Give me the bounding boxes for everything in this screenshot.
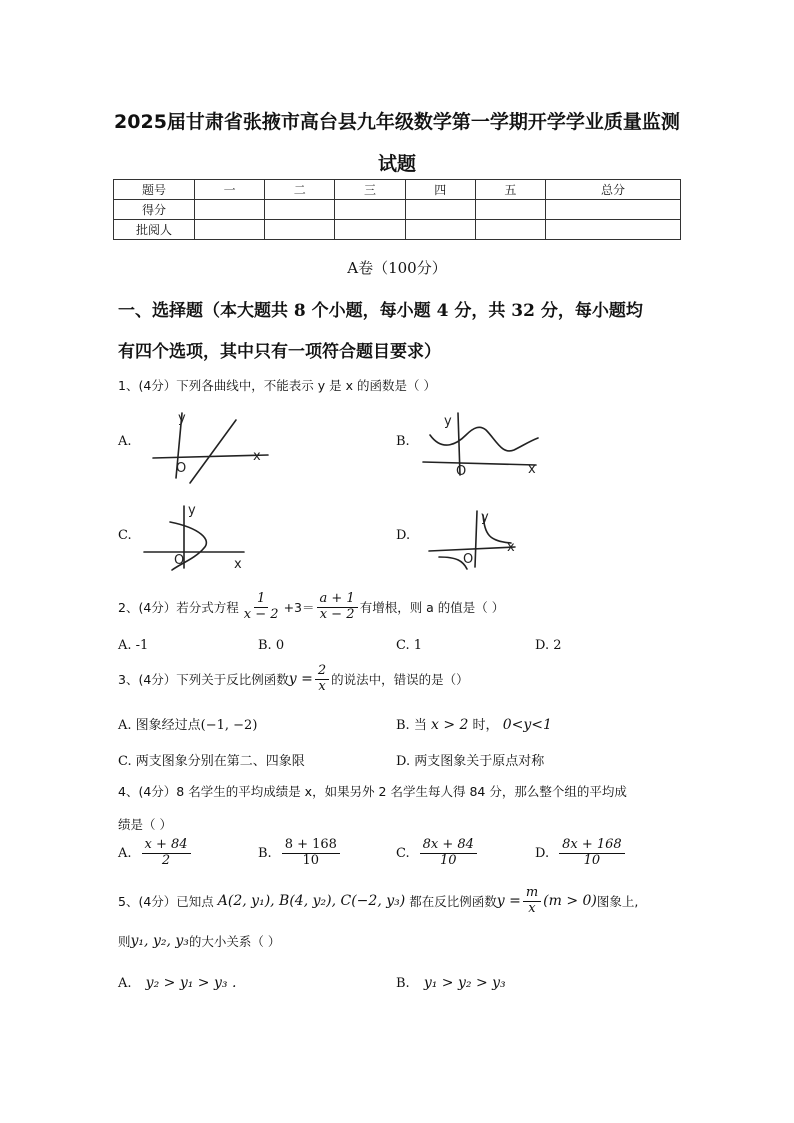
fraction-denominator: x − 2 [319,606,355,622]
q5-option-a [118,975,236,991]
q4-option-a [118,838,193,869]
x-axis-label: x [253,449,261,464]
fraction-numerator: x + 84 [142,838,191,854]
q1-option-c-label: C. [118,528,132,543]
x-axis-label: x [507,540,515,555]
q3-option-b-range: 0<y<1 [502,717,552,733]
q3-option-c: C. 两支图象分别在第二、四象限 [118,754,305,769]
score-table-header-row [114,180,681,200]
q1-option-a-label: A. [118,434,132,449]
q1-graph-b [418,405,548,477]
x-axis-label: x [528,462,536,477]
question-4-stem-line2: 绩是（ ） [118,817,172,832]
table-header-cell: 三 [335,180,405,200]
fraction-numerator: 1 [254,592,268,608]
origin-label: O [463,552,474,567]
q2-suffix: 有增根，则 a 的值是（ ） [359,600,505,616]
origin-label: O [174,553,185,568]
q5-fraction [523,886,541,917]
y-axis-line [475,511,477,567]
q4-option-b-label: B. [258,845,272,861]
fraction-numerator: a + 1 [317,592,358,608]
question-5-stem [118,886,638,917]
fraction-numerator: 8x + 84 [420,838,477,854]
question-3-stem [118,664,469,695]
table-cell [265,200,335,220]
fraction-denominator: x − 2 [243,606,279,622]
table-cell [335,220,405,240]
table-cell [405,220,475,240]
table-cell [335,200,405,220]
q5-option-a-label: A. [118,976,132,991]
q5-option-b-label: B. [396,976,410,991]
q5-condition: (m > 0) [543,893,597,910]
fraction-numerator: 8x + 168 [559,838,625,854]
q5-option-b [396,975,506,991]
q1-graph-c [140,500,250,572]
q2-option-a: A. -1 [118,638,149,653]
graph-line [190,420,236,483]
fraction-numerator: m [523,886,541,902]
q4-option-d [535,838,627,869]
q4-option-c-fraction [420,838,477,869]
score-table-row [114,200,681,220]
table-header-cell: 总分 [546,180,681,200]
table-header-cell: 二 [265,180,335,200]
q2-prefix: 2、(4分）若分式方程 [118,600,239,616]
q3-option-b [396,714,552,733]
q4-option-c [396,838,479,869]
q1-graph-a [148,408,278,486]
q5-suffix: 图象上, [596,894,639,910]
question-1-stem: 1、(4分）下列各曲线中，不能表示 y 是 x 的函数是（ ） [118,378,436,393]
q4-option-c-label: C. [396,845,410,861]
y-axis-label: y [178,411,186,426]
table-cell [475,220,545,240]
table-row-label: 得分 [114,200,195,220]
question-2-stem [118,592,504,623]
table-cell [546,200,681,220]
q5-option-a-text: y₂ > y₁ > y₃ . [145,975,237,991]
question-4-stem: 4、(4分）8 名学生的平均成绩是 x，如果另外 2 名学生每人得 84 分，那么整个组的平均成 [118,784,627,799]
q3-function-lhs: y = [288,671,313,688]
q2-option-d: D. 2 [535,638,562,653]
q2-plus: +3＝ [283,600,315,616]
fraction-numerator: 8 + 168 [282,838,340,854]
fraction-denominator: 10 [583,852,601,868]
table-row-label: 批阅人 [114,220,195,240]
table-cell [265,220,335,240]
x-axis-line [423,462,536,465]
q5-points: A(2, y₁), B(4, y₂), C(−2, y₃) [217,893,406,910]
q2-option-b: B. 0 [258,638,285,653]
q1-option-b-label: B. [396,434,410,449]
q5-prefix: 5、(4分）已知点 [118,894,214,910]
table-cell [405,200,475,220]
fraction-denominator: x [528,900,536,916]
document-title: 2025届甘肃省张掖市高台县九年级数学第一学期开学学业质量监测 [114,111,680,133]
table-cell [475,200,545,220]
q4-option-d-fraction [559,838,625,869]
question-5-stem-line2 [118,932,280,950]
q3-option-d: D. 两支图象关于原点对称 [396,754,545,769]
fraction-denominator: 2 [161,852,171,868]
origin-label: O [456,464,467,477]
q1-option-d-label: D. [396,528,411,543]
q3-option-b-math: x > 2 [430,717,469,733]
fraction-denominator: 10 [440,852,457,868]
q5-option-b-text: y₁ > y₂ > y₃ [423,975,506,991]
x-axis-line [429,547,515,551]
fraction-denominator: 10 [302,852,320,868]
origin-label: O [176,461,187,476]
graph-curve [430,427,538,451]
fraction-numerator: 2 [315,664,329,680]
y-axis-label: y [481,510,489,525]
score-table [113,179,681,240]
q5-line2-vars: y₁, y₂, y₃ [130,933,189,949]
table-header-cell: 题号 [114,180,195,200]
q5-function-lhs: y = [496,893,521,910]
q4-option-b [258,838,342,869]
q4-option-a-fraction [142,838,191,869]
q2-fraction-1 [241,592,282,623]
x-axis-label: x [234,557,242,572]
score-table-row [114,220,681,240]
q1-graph-d [425,505,525,573]
q2-fraction-2 [317,592,358,623]
y-axis-label: y [188,503,196,518]
q3-suffix: 的说法中，错误的是（） [331,672,469,688]
q5-line2-suffix: 的大小关系（ ） [188,934,281,949]
q3-option-a: A. 图象经过点(−1, −2) [118,718,258,733]
q5-line2-prefix: 则 [118,934,131,949]
fraction-denominator: x [318,678,326,694]
q4-option-b-fraction [282,838,340,869]
document-title-line2: 试题 [377,153,416,175]
section-heading: 一、选择题（本大题共 8 个小题，每小题 4 分，共 32 分，每小题均 [118,301,643,321]
table-cell [195,220,265,240]
q3-option-b-mid: 时， [472,718,499,733]
q2-option-c: C. 1 [396,638,423,653]
q3-fraction [315,664,329,695]
table-cell [546,220,681,240]
table-header-cell: 一 [195,180,265,200]
q3-option-b-prefix: B. 当 [396,718,427,733]
q3-prefix: 3、(4分）下列关于反比例函数 [118,672,289,688]
q4-option-a-label: A. [118,845,132,861]
section-heading-line2: 有四个选项，其中只有一项符合题目要求） [118,342,441,362]
q4-option-d-label: D. [535,845,550,861]
y-axis-label: y [444,414,452,429]
volume-label: A卷（100分） [347,259,447,277]
table-header-cell: 四 [405,180,475,200]
table-header-cell: 五 [475,180,545,200]
table-cell [195,200,265,220]
q5-mid: 都在反比例函数 [409,894,497,910]
